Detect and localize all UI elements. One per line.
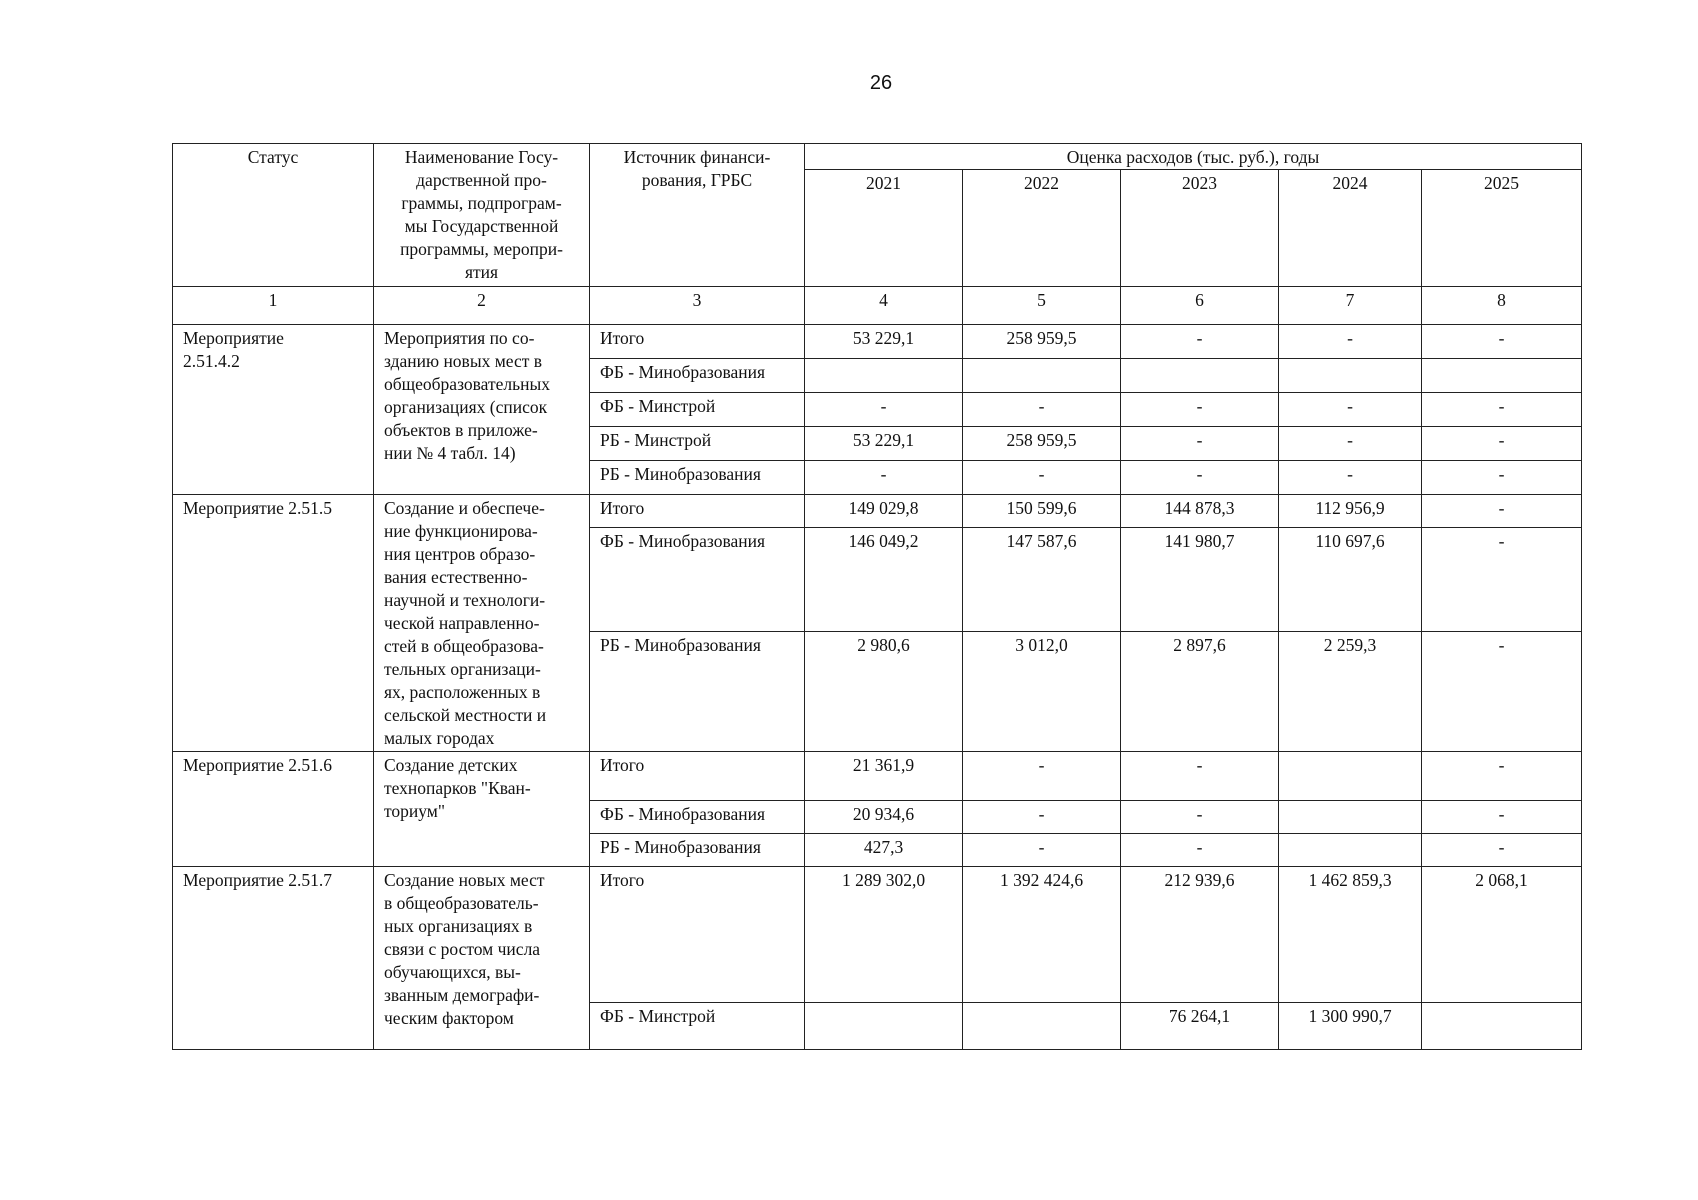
value-cell: 1 462 859,3 [1279,867,1422,1003]
value-cell: 141 980,7 [1121,528,1279,632]
header-name: Наименование Госу- дарственной про- граммы, подпрограм- мы Государственной программы, меропри- ятия [374,144,590,287]
value-cell: - [1279,461,1422,495]
value-cell: - [963,752,1121,801]
value-cell: - [963,393,1121,427]
measure-status: Мероприятие 2.51.7 [173,867,374,1050]
funding-source: РБ - Минобразования [590,632,805,752]
value-cell: 146 049,2 [805,528,963,632]
header-status: Статус [173,144,374,287]
funding-source: ФБ - Минстрой [590,393,805,427]
funding-source: РБ - Минобразования [590,461,805,495]
value-cell: - [963,461,1121,495]
funding-source: ФБ - Минобразования [590,801,805,834]
value-cell [963,359,1121,393]
value-cell: 149 029,8 [805,495,963,528]
header-estimate: Оценка расходов (тыс. руб.), годы [805,144,1582,170]
value-cell: 2 980,6 [805,632,963,752]
measure-name: Создание новых мест в общеобразователь- ных организациях в связи с ростом числа обучающихся, вы- званным демографи- ческим фактором [374,867,590,1050]
value-cell [1279,359,1422,393]
value-cell: 1 300 990,7 [1279,1003,1422,1050]
table-row [173,495,1582,528]
funding-source: ФБ - Минобразования [590,359,805,393]
value-cell: 21 361,9 [805,752,963,801]
funding-source: Итого [590,867,805,1003]
value-cell: 258 959,5 [963,427,1121,461]
value-cell [1121,359,1279,393]
value-cell: 212 939,6 [1121,867,1279,1003]
header-source: Источник финанси- рования, ГРБС [590,144,805,287]
measure-status: Мероприятие 2.51.5 [173,495,374,752]
value-cell: 2 259,3 [1279,632,1422,752]
value-cell: - [963,834,1121,867]
column-number: 1 [173,287,374,325]
value-cell: - [1422,632,1582,752]
value-cell: - [1279,427,1422,461]
value-cell: 258 959,5 [963,325,1121,359]
value-cell [1279,834,1422,867]
value-cell: 1 392 424,6 [963,867,1121,1003]
header-row [173,144,1582,170]
measure-name: Мероприятия по со- зданию новых мест в общеобразовательных организациях (список объектов в приложе- нии № 4 табл. 14) [374,325,590,495]
header-year: 2024 [1279,170,1422,287]
value-cell [805,359,963,393]
value-cell: 53 229,1 [805,325,963,359]
header-year: 2021 [805,170,963,287]
value-cell: - [1422,752,1582,801]
value-cell [1422,359,1582,393]
value-cell: - [1121,834,1279,867]
value-cell: - [1422,495,1582,528]
value-cell: - [1121,801,1279,834]
value-cell: 76 264,1 [1121,1003,1279,1050]
value-cell: - [1279,393,1422,427]
table-row [173,867,1582,1003]
value-cell: 3 012,0 [963,632,1121,752]
column-number: 5 [963,287,1121,325]
value-cell: 144 878,3 [1121,495,1279,528]
column-number: 7 [1279,287,1422,325]
value-cell: 112 956,9 [1279,495,1422,528]
value-cell: - [1422,528,1582,632]
value-cell [805,1003,963,1050]
value-cell: 147 587,6 [963,528,1121,632]
value-cell: - [1422,393,1582,427]
value-cell: 2 897,6 [1121,632,1279,752]
value-cell: 53 229,1 [805,427,963,461]
value-cell: - [963,801,1121,834]
value-cell: 110 697,6 [1279,528,1422,632]
funding-source: ФБ - Минстрой [590,1003,805,1050]
value-cell: - [1121,461,1279,495]
funding-source: РБ - Минобразования [590,834,805,867]
table-row [173,752,1582,801]
funding-source: Итого [590,752,805,801]
column-number-row [173,287,1582,325]
funding-source: РБ - Минстрой [590,427,805,461]
value-cell: - [1422,427,1582,461]
funding-source: ФБ - Минобразования [590,528,805,632]
value-cell: 2 068,1 [1422,867,1582,1003]
value-cell: - [1279,325,1422,359]
column-number: 8 [1422,287,1582,325]
value-cell: - [1121,427,1279,461]
value-cell [1422,1003,1582,1050]
value-cell: - [1121,325,1279,359]
value-cell: - [1422,461,1582,495]
value-cell: - [805,461,963,495]
header-year: 2022 [963,170,1121,287]
measure-name: Создание детских технопарков "Кван- ториум" [374,752,590,867]
value-cell [963,1003,1121,1050]
column-number: 3 [590,287,805,325]
table-row [173,325,1582,359]
value-cell: - [1121,752,1279,801]
funding-source: Итого [590,325,805,359]
value-cell: 150 599,6 [963,495,1121,528]
value-cell [1279,801,1422,834]
value-cell: 20 934,6 [805,801,963,834]
value-cell: - [1422,834,1582,867]
expenditure-table [172,143,1582,1050]
header-year: 2025 [1422,170,1582,287]
value-cell: - [805,393,963,427]
header-year: 2023 [1121,170,1279,287]
column-number: 2 [374,287,590,325]
value-cell: - [1422,801,1582,834]
column-number: 6 [1121,287,1279,325]
page-number: 26 [869,72,893,94]
value-cell: - [1422,325,1582,359]
value-cell: 427,3 [805,834,963,867]
column-number: 4 [805,287,963,325]
measure-status: Мероприятие 2.51.6 [173,752,374,867]
value-cell: 1 289 302,0 [805,867,963,1003]
measure-status: Мероприятие 2.51.4.2 [173,325,374,495]
value-cell: - [1121,393,1279,427]
value-cell [1279,752,1422,801]
funding-source: Итого [590,495,805,528]
measure-name: Создание и обеспече- ние функционирова- ния центров образо- вания естественно- научной и технологи- ческой направленно- стей в общеобразова- тельных организаци- ях, расположенных в сельской местности и малых городах [374,495,590,752]
